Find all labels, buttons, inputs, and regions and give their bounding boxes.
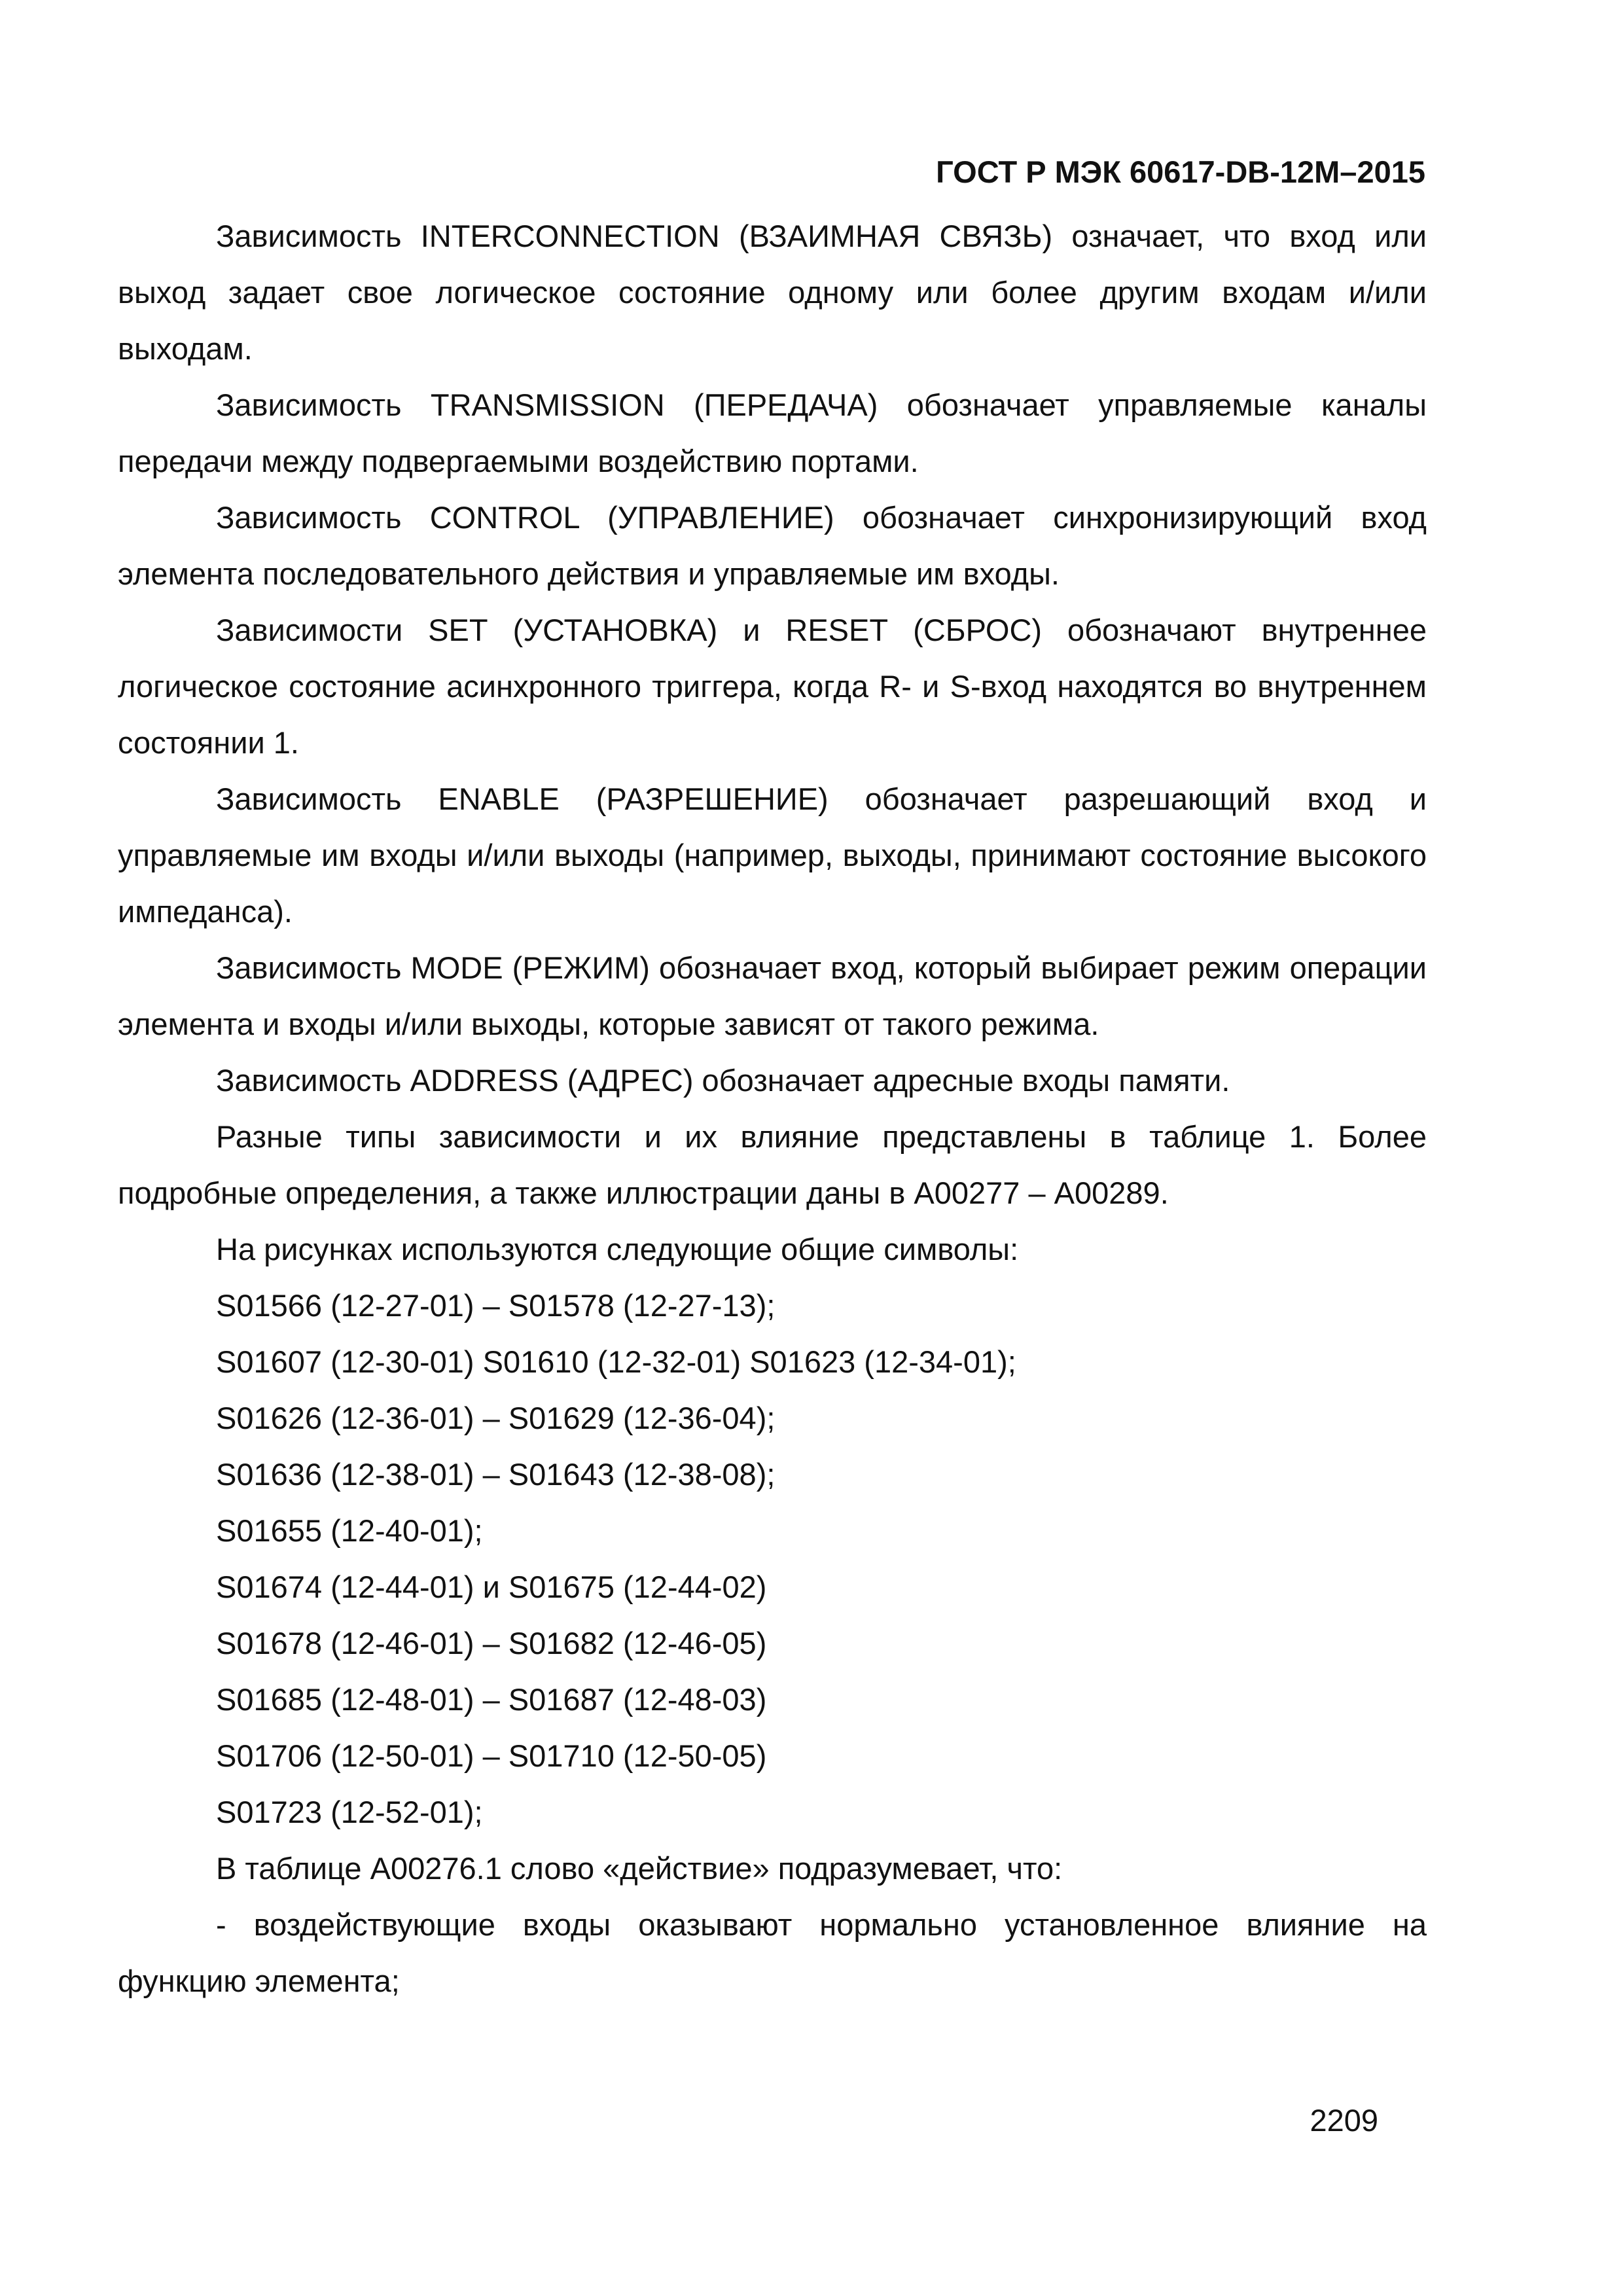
symbol-list-item: S01674 (12-44-01) и S01675 (12-44-02) (216, 1570, 767, 1604)
body-text (118, 208, 1427, 2009)
paragraph-address: Зависимость ADDRESS (АДРЕС) обозначает адресные входы памяти. (216, 1063, 1230, 1098)
symbol-list-item: S01566 (12-27-01) – S01578 (12-27-13); (216, 1288, 776, 1323)
paragraph-set-reset: Зависимости SET (УСТАНОВКА) и RESET (СБРОС) обозначают внутреннее логическое состояние асинхронного триггера, когда R- и S-вход находятся во внутреннем состоянии 1. (118, 613, 1427, 760)
paragraph-interconnection: Зависимость INTERCONNECTION (ВЗАИМНАЯ СВЯЗЬ) означает, что вход или выход задает свое логическое состояние одному или более другим входам и/или выходам. (118, 219, 1427, 366)
paragraph-transmission: Зависимость TRANSMISSION (ПЕРЕДАЧА) обозначает управляемые каналы передачи между подвергаемыми воздействию портами. (118, 387, 1427, 478)
paragraph-action-bullet: - воздействующие входы оказывают нормально установленное влияние на функцию элемента; (118, 1907, 1427, 1998)
symbol-list-item: S01655 (12-40-01); (216, 1513, 483, 1548)
paragraph-table-note: В таблице А00276.1 слово «действие» подразумевает, что: (216, 1851, 1063, 1886)
page-number: 2209 (1310, 2103, 1378, 2138)
symbol-list-item: S01678 (12-46-01) – S01682 (12-46-05) (216, 1626, 767, 1660)
paragraph-dependency-types: Разные типы зависимости и их влияние представлены в таблице 1. Более подробные определения, а также иллюстрации даны в А00277 – А00289. (118, 1119, 1427, 1210)
paragraph-mode: Зависимость MODE (РЕЖИМ) обозначает вход, который выбирает режим операции элемента и входы и/или выходы, которые зависят от такого режима. (118, 950, 1427, 1041)
paragraph-enable: Зависимость ENABLE (РАЗРЕШЕНИЕ) обозначает разрешающий вход и управляемые им входы и/или выходы (например, выходы, принимают состояние высокого импеданса). (118, 781, 1427, 929)
symbol-list-item: S01723 (12-52-01); (216, 1795, 483, 1829)
paragraph-control: Зависимость CONTROL (УПРАВЛЕНИЕ) обозначает синхронизирующий вход элемента последовательного действия и управляемые им входы. (118, 500, 1427, 591)
paragraph-symbols-intro: На рисунках используются следующие общие символы: (216, 1232, 1019, 1266)
symbol-list-item: S01636 (12-38-01) – S01643 (12-38-08); (216, 1457, 776, 1492)
standard-header: ГОСТ Р МЭК 60617-DB-12M–2015 (936, 154, 1425, 189)
symbol-list-item: S01685 (12-48-01) – S01687 (12-48-03) (216, 1682, 767, 1717)
symbol-list-item: S01607 (12-30-01) S01610 (12-32-01) S01623 (12-34-01); (216, 1344, 1016, 1379)
symbol-list-item: S01626 (12-36-01) – S01629 (12-36-04); (216, 1401, 776, 1435)
symbol-list-item: S01706 (12-50-01) – S01710 (12-50-05) (216, 1738, 767, 1773)
